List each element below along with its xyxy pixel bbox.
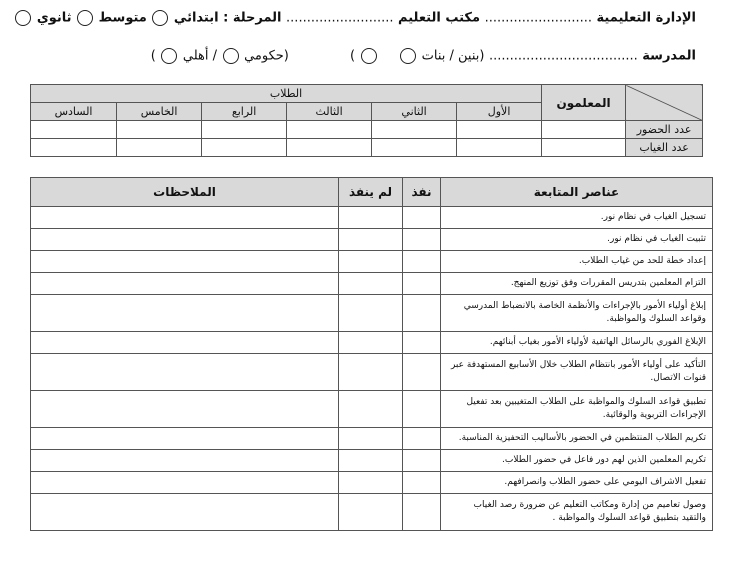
attendance-stats-table <box>30 84 703 157</box>
office-dots: .......................... <box>286 10 394 26</box>
grade-absence-cell[interactable] <box>202 139 287 157</box>
followup-item: التزام المعلمين بتدريس المقررات وفق توزيع المنهج. <box>441 273 713 295</box>
header-line-1 <box>14 10 696 26</box>
grade-header: الرابع <box>202 103 287 121</box>
done-cell[interactable] <box>403 207 441 229</box>
type-private-label: / أهلي <box>182 48 218 64</box>
notes-cell[interactable] <box>31 354 339 391</box>
grade-attendance-cell[interactable] <box>287 121 372 139</box>
admin-dots: .......................... <box>484 10 593 26</box>
table-row <box>31 494 713 531</box>
done-cell[interactable] <box>403 428 441 450</box>
students-header: الطلاب <box>31 85 542 103</box>
stage-secondary-radio[interactable] <box>15 10 31 26</box>
not-done-cell[interactable] <box>339 494 403 531</box>
followup-item: تطبيق قواعد السلوك والمواظبة على الطلاب المتغيبين بعد تفعيل الإجراءات التربوية والوقائية. <box>441 391 713 428</box>
table-row <box>31 332 713 354</box>
notes-cell[interactable] <box>31 472 339 494</box>
followup-item: إبلاغ أولياء الأمور بالإجراءات والأنظمة الخاصة بالانضباط المدرسي وقواعد السلوك والمواظبة. <box>441 295 713 332</box>
table-row <box>31 251 713 273</box>
gender-boys-radio[interactable] <box>400 48 416 64</box>
done-cell[interactable] <box>403 229 441 251</box>
table-row <box>31 428 713 450</box>
teachers-header: المعلمون <box>542 85 626 121</box>
stage-label: المرحلة : ابتدائي <box>173 10 282 26</box>
grade-attendance-cell[interactable] <box>117 121 202 139</box>
done-cell[interactable] <box>403 391 441 428</box>
grade-header: الخامس <box>117 103 202 121</box>
teachers-absence-cell[interactable] <box>542 139 626 157</box>
table-row <box>31 354 713 391</box>
done-cell[interactable] <box>403 295 441 332</box>
not-done-header: لم ينفذ <box>339 178 403 207</box>
done-cell[interactable] <box>403 494 441 531</box>
not-done-cell[interactable] <box>339 207 403 229</box>
header-line-2 <box>151 48 696 64</box>
not-done-cell[interactable] <box>339 229 403 251</box>
notes-cell[interactable] <box>31 450 339 472</box>
grade-attendance-cell[interactable] <box>202 121 287 139</box>
attendance-row-label: عدد الحضور <box>626 121 703 139</box>
followup-item: الإبلاغ الفوري بالرسائل الهاتفية لأولياء الأمور بغياب أبنائهم. <box>441 332 713 354</box>
not-done-cell[interactable] <box>339 472 403 494</box>
not-done-cell[interactable] <box>339 295 403 332</box>
notes-cell[interactable] <box>31 295 339 332</box>
followup-item: وصول تعاميم من إدارة ومكاتب التعليم عن ضرورة رصد الغياب والتقيد بتطبيق قواعد السلوك والمواظبة . <box>441 494 713 531</box>
followup-item: تفعيل الاشراف اليومي على حضور الطلاب وانصرافهم. <box>441 472 713 494</box>
grade-absence-cell[interactable] <box>372 139 457 157</box>
stage-secondary-label: ثانوي <box>36 10 72 26</box>
grade-header: الأول <box>457 103 542 121</box>
school-dots: .................................... <box>488 48 638 64</box>
followup-table <box>30 177 713 531</box>
grade-header: الثاني <box>372 103 457 121</box>
done-cell[interactable] <box>403 450 441 472</box>
done-cell[interactable] <box>403 354 441 391</box>
notes-cell[interactable] <box>31 494 339 531</box>
stage-middle-radio[interactable] <box>77 10 93 26</box>
followup-item: التأكيد على أولياء الأمور بانتظام الطلاب خلال الأسابيع المستهدفة عبر قنوات الاتصال. <box>441 354 713 391</box>
grade-attendance-cell[interactable] <box>457 121 542 139</box>
not-done-cell[interactable] <box>339 450 403 472</box>
followup-item: تثبيت الغياب في نظام نور. <box>441 229 713 251</box>
gender-close: ) <box>349 48 356 64</box>
admin-label: الإدارة التعليمية <box>596 10 696 26</box>
stage-primary-radio[interactable] <box>152 10 168 26</box>
table-row <box>31 273 713 295</box>
not-done-cell[interactable] <box>339 273 403 295</box>
table-row <box>31 229 713 251</box>
followup-item: تكريم الطلاب المنتظمين في الحضور بالأساليب التحفيزية المناسبة. <box>441 428 713 450</box>
done-header: نفذ <box>403 178 441 207</box>
gender-options-label: (بنين / بنات <box>421 48 485 64</box>
office-label: مكتب التعليم <box>398 10 481 26</box>
type-close: ) <box>150 48 156 64</box>
gender-girls-radio[interactable] <box>361 48 377 64</box>
type-government-radio[interactable] <box>223 48 239 64</box>
teachers-attendance-cell[interactable] <box>542 121 626 139</box>
notes-cell[interactable] <box>31 273 339 295</box>
grade-absence-cell[interactable] <box>117 139 202 157</box>
followup-item: إعداد خطة للحد من غياب الطلاب. <box>441 251 713 273</box>
school-label: المدرسة <box>642 48 696 64</box>
done-cell[interactable] <box>403 472 441 494</box>
done-cell[interactable] <box>403 273 441 295</box>
absence-row-label: عدد الغياب <box>626 139 703 157</box>
table-row <box>31 472 713 494</box>
done-cell[interactable] <box>403 332 441 354</box>
grade-absence-cell[interactable] <box>287 139 372 157</box>
notes-header: الملاحظات <box>31 178 339 207</box>
stage-middle-label: متوسط <box>98 10 147 26</box>
type-private-radio[interactable] <box>161 48 177 64</box>
grade-attendance-cell[interactable] <box>372 121 457 139</box>
grade-header: السادس <box>31 103 117 121</box>
notes-cell[interactable] <box>31 207 339 229</box>
not-done-cell[interactable] <box>339 332 403 354</box>
notes-cell[interactable] <box>31 391 339 428</box>
not-done-cell[interactable] <box>339 391 403 428</box>
table-row <box>31 207 713 229</box>
done-cell[interactable] <box>403 251 441 273</box>
table-row <box>31 391 713 428</box>
not-done-cell[interactable] <box>339 354 403 391</box>
grade-absence-cell[interactable] <box>31 139 117 157</box>
not-done-cell[interactable] <box>339 428 403 450</box>
notes-cell[interactable] <box>31 251 339 273</box>
notes-cell[interactable] <box>31 332 339 354</box>
not-done-cell[interactable] <box>339 251 403 273</box>
table-row <box>31 450 713 472</box>
notes-cell[interactable] <box>31 428 339 450</box>
notes-cell[interactable] <box>31 229 339 251</box>
grade-absence-cell[interactable] <box>457 139 542 157</box>
followup-item: تكريم المعلمين الذين لهم دور فاعل في حضور الطلاب. <box>441 450 713 472</box>
type-options-label: (حكومي <box>244 48 289 64</box>
grade-attendance-cell[interactable] <box>31 121 117 139</box>
followup-item-header: عناصر المتابعة <box>441 178 713 207</box>
table-row <box>31 295 713 332</box>
grade-header: الثالث <box>287 103 372 121</box>
followup-item: تسجيل الغياب في نظام نور. <box>441 207 713 229</box>
stats-corner-cell <box>626 85 703 121</box>
